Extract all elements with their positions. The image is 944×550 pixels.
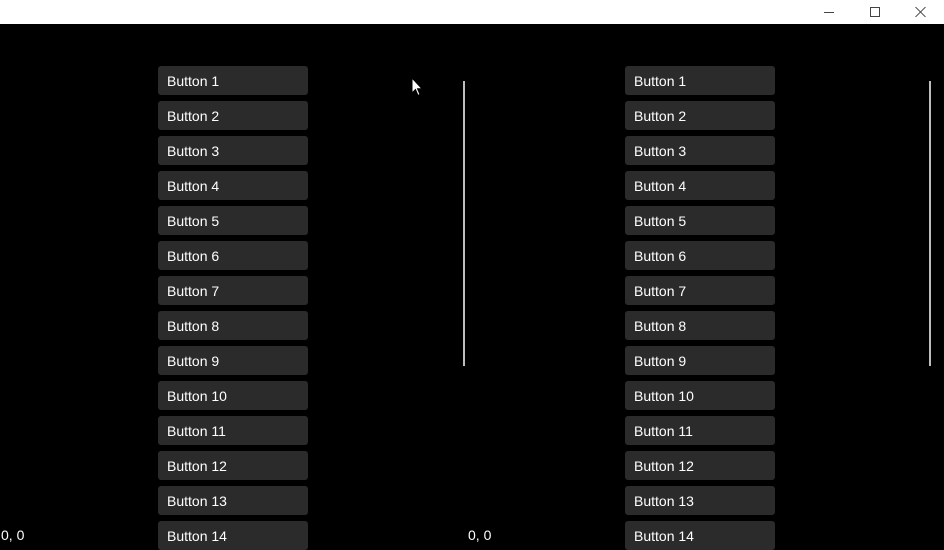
list-button[interactable]: Button 14 — [625, 521, 775, 550]
list-button[interactable]: Button 10 — [158, 381, 308, 410]
close-button[interactable] — [898, 0, 944, 24]
left-panel — [0, 24, 467, 544]
list-button[interactable]: Button 2 — [625, 101, 775, 130]
scrollbar-thumb[interactable] — [463, 81, 465, 366]
list-button[interactable]: Button 1 — [158, 66, 308, 95]
maximize-icon — [870, 7, 880, 17]
minimize-icon — [824, 12, 834, 13]
list-button[interactable]: Button 6 — [158, 241, 308, 270]
right-panel — [467, 24, 934, 544]
close-icon — [915, 6, 927, 18]
list-button[interactable]: Button 1 — [625, 66, 775, 95]
coordinate-readout: 0, 0 — [1, 527, 25, 543]
window-content — [0, 24, 944, 544]
list-button[interactable]: Button 11 — [625, 416, 775, 445]
list-button[interactable]: Button 13 — [158, 486, 308, 515]
list-button[interactable]: Button 5 — [158, 206, 308, 235]
list-button[interactable]: Button 6 — [625, 241, 775, 270]
list-button[interactable]: Button 14 — [158, 521, 308, 550]
list-button[interactable]: Button 8 — [625, 311, 775, 340]
button-list[interactable] — [158, 66, 308, 544]
list-button[interactable]: Button 12 — [625, 451, 775, 480]
list-button[interactable]: Button 10 — [625, 381, 775, 410]
list-button[interactable]: Button 3 — [158, 136, 308, 165]
list-button[interactable]: Button 9 — [158, 346, 308, 375]
scrollbar-thumb[interactable] — [929, 81, 931, 366]
list-button[interactable]: Button 13 — [625, 486, 775, 515]
list-button[interactable]: Button 2 — [158, 101, 308, 130]
list-button[interactable]: Button 7 — [158, 276, 308, 305]
list-button[interactable]: Button 4 — [158, 171, 308, 200]
minimize-button[interactable] — [806, 0, 852, 24]
maximize-button[interactable] — [852, 0, 898, 24]
list-button[interactable]: Button 4 — [625, 171, 775, 200]
list-button[interactable]: Button 9 — [625, 346, 775, 375]
button-list[interactable] — [625, 66, 775, 544]
title-bar — [0, 0, 944, 24]
list-button[interactable]: Button 8 — [158, 311, 308, 340]
list-button[interactable]: Button 11 — [158, 416, 308, 445]
list-button[interactable]: Button 3 — [625, 136, 775, 165]
list-button[interactable]: Button 12 — [158, 451, 308, 480]
mouse-cursor-icon — [411, 77, 423, 97]
coordinate-readout: 0, 0 — [468, 527, 492, 543]
list-button[interactable]: Button 7 — [625, 276, 775, 305]
list-button[interactable]: Button 5 — [625, 206, 775, 235]
